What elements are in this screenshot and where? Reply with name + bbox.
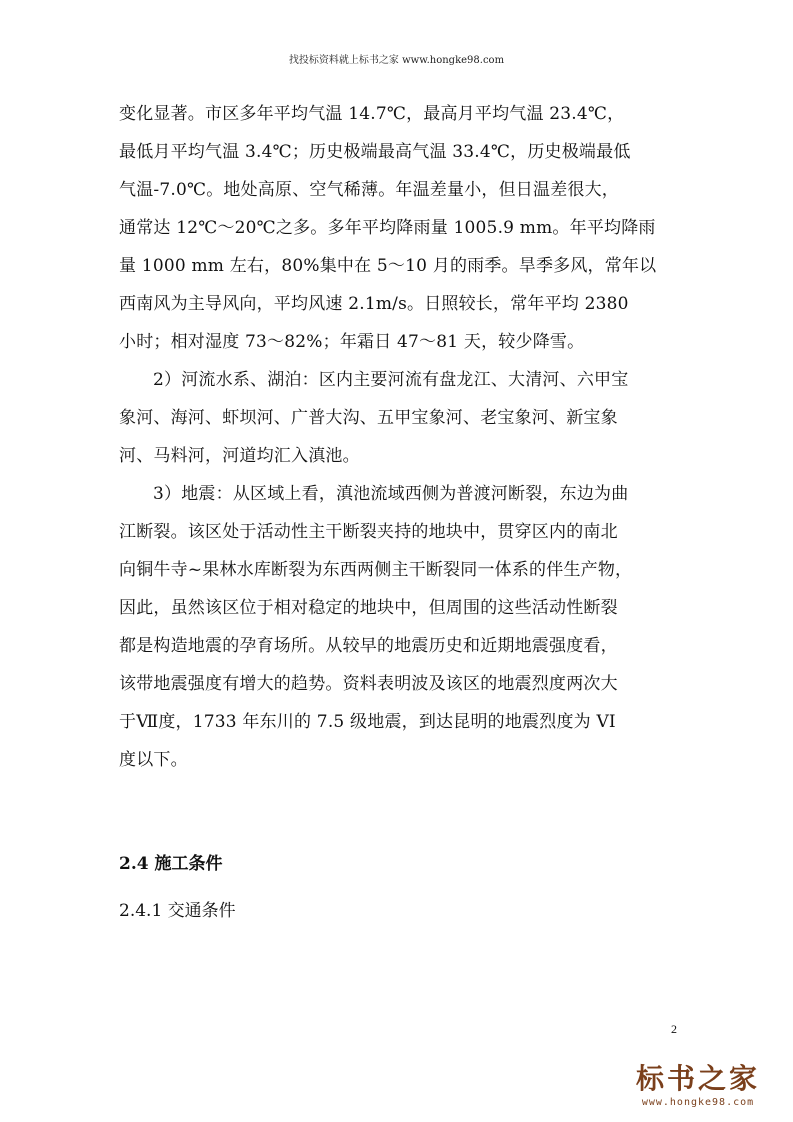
document-body: [119, 95, 679, 779]
text-line: 小时；相对湿度 73～82%；年霜日 47～81 天，较少降雪。: [119, 332, 585, 352]
text-line: 2）河流水系、湖泊：区内主要河流有盘龙江、大清河、六甲宝: [153, 370, 629, 390]
watermark-logo: [618, 1062, 778, 1120]
text-line: 该带地震强度有增大的趋势。资料表明波及该区的地震烈度两次大: [119, 674, 618, 694]
text-line: 度以下。: [119, 750, 188, 770]
text-line: 都是构造地震的孕育场所。从较早的地震历史和近期地震强度看，: [119, 636, 618, 656]
section-heading-2-4-1: 2.4.1 交通条件: [119, 901, 236, 921]
logo-title: 标书之家: [635, 1062, 760, 1095]
text-line: 于Ⅶ度，1733 年东川的 7.5 级地震，到达昆明的地震烈度为 VI: [119, 712, 616, 732]
section-heading-2-4: 2.4 施工条件: [119, 854, 223, 874]
rivers-paragraph: [119, 361, 679, 475]
page-number: 2: [671, 1022, 677, 1036]
text-line: 河、马料河，河道均汇入滇池。: [119, 446, 360, 466]
text-line: 通常达 12℃～20℃之多。多年平均降雨量 1005.9 mm。年平均降雨: [119, 218, 656, 238]
earthquake-paragraph: [119, 475, 679, 779]
page-header: 找投标资料就上标书之家 www.hongke98.com: [288, 55, 505, 66]
text-line: 变化显著。市区多年平均气温 14.7℃，最高月平均气温 23.4℃，: [119, 104, 625, 124]
text-line: 江断裂。该区处于活动性主干断裂夹持的地块中，贯穿区内的南北: [119, 522, 618, 542]
text-line: 向铜牛寺~果林水库断裂为东西两侧主干断裂同一体系的伴生产物，: [119, 560, 633, 580]
text-line: 最低月平均气温 3.4℃；历史极端最高气温 33.4℃，历史极端最低: [119, 142, 631, 162]
text-line: 量 1000 mm 左右，80%集中在 5～10 月的雨季。旱季多风，常年以: [119, 256, 657, 276]
text-line: 西南风为主导风向，平均风速 2.1m/s。日照较长，常年平均 2380: [119, 294, 629, 314]
text-line: 3）地震：从区域上看，滇池流域西侧为普渡河断裂，东边为曲: [153, 484, 629, 504]
climate-paragraph: [119, 95, 679, 361]
text-line: 象河、海河、虾坝河、广普大沟、五甲宝象河、老宝象河、新宝象: [119, 408, 618, 428]
text-line: 因此，虽然该区位于相对稳定的地块中，但周围的这些活动性断裂: [119, 598, 618, 618]
text-line: 气温-7.0℃。地处高原、空气稀薄。年温差量小，但日温差很大，: [119, 180, 619, 200]
logo-url: www.hongke98.com: [641, 1097, 755, 1108]
